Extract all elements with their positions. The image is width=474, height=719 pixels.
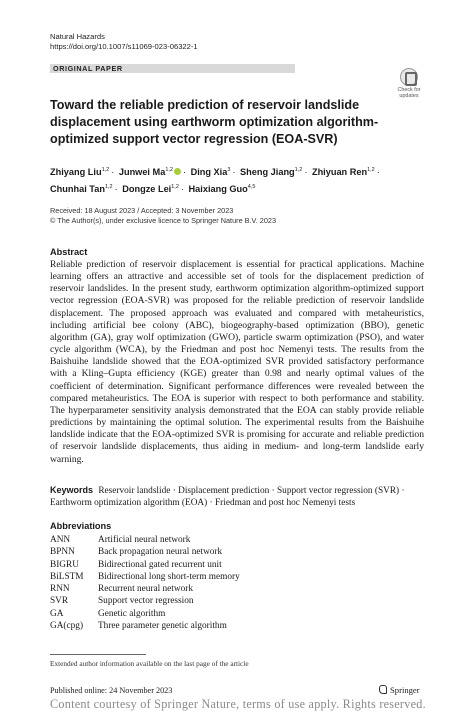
author-list: Zhiyang Liu$^{1,2}$ · Junwei Ma$^{1,2}$ · Ding Xia$^3$ · Sheng Jiang$^{1,2}$ · Zhiyuan Ren$^{1,2}$ · Chunhai Tan$^{1,2}$ · Dongze Lei$^{1,2}$ · Haixiang Guo$^{4,5}$ bbox=[50, 167, 380, 195]
orcid-icon[interactable] bbox=[174, 168, 181, 175]
copyright-notice: © The Author(s), under exclusive licence to Springer Nature B.V. 2023 bbox=[50, 216, 277, 225]
author[interactable]: Zhiyuan Ren$^{1,2}$ bbox=[311, 167, 375, 178]
keywords-section bbox=[50, 484, 424, 510]
abbreviation-row: ANN Artificial neural network bbox=[50, 535, 191, 545]
published-date: Published online: 24 November 2023 bbox=[50, 686, 173, 695]
author[interactable]: Chunhai Tan$^{1,2}$ bbox=[50, 184, 113, 195]
received-accepted: Received: 18 August 2023 / Accepted: 3 November 2023 bbox=[50, 206, 234, 215]
abbreviation-row: SVR Support vector regression bbox=[50, 596, 194, 607]
abstract-text: Reliable prediction of reservoir displacement is essential for practical applications. Machine learning offers an attractive and accessible set of tools for the displacement prediction of reservoir landslides. In the present study, earthworm optimization algorithm-optimized support vector regression (EOA-SVR) was proposed for the reliable prediction of reservoir landslide displacement. The proposed approach was evaluated and compared with metaheuristics, including artificial bee colony (ABC), biogeography-based optimization (BBO), genetic algorithm (GA), gray wolf optimization (GWO), particle swarm optimization (PSO), and water cycle algorithm (WCA), by the Friedman and post hoc Nemenyi tests. The results from the Baishuihe landslide showed that the EOA-optimized SVR provided satisfactory performance with a Kling–Gupta efficiency (KGE) greater than 0.98 and nearly optimal values of the coefficient of determination. Significant performance differences were revealed between the compared metaheuristics. The EOA is superior with respect to both performance and stability. The hyperparameter sensitivity analysis demonstrated that the EOA can stably provide reliable predictions by maintaining the optimal solution. The experimental results from the Baishuihe landslide indicate that the EOA-optimized SVR is promising for accurate and reliable prediction of reservoir landslide displacements, thus aiding in medium- and long-term landslide early warning. bbox=[50, 259, 424, 465]
publisher-name: Springer bbox=[390, 685, 420, 695]
footnote-rule bbox=[50, 654, 146, 655]
abbreviation-row: RNN Recurrent neural network bbox=[50, 584, 193, 595]
article-dates bbox=[50, 206, 276, 226]
publisher-logo bbox=[379, 685, 420, 695]
courtesy-watermark: Content courtesy of Springer Nature, terms of use apply. Rights reserved. bbox=[50, 697, 426, 711]
check-for-updates-icon bbox=[400, 68, 418, 86]
footnote-text: Extended author information available on the last page of the article bbox=[50, 659, 249, 668]
section-label: ORIGINAL PAPER bbox=[53, 64, 123, 73]
author[interactable]: Sheng Jiang$^{1,2}$ bbox=[240, 167, 303, 178]
abbreviation-row: GA(cpg) Three parameter genetic algorithm bbox=[50, 621, 227, 632]
abbreviation-row: GA Genetic algorithm bbox=[50, 608, 166, 619]
journal-name: Natural Hazards bbox=[50, 32, 105, 41]
abbreviations-heading: Abbreviations bbox=[50, 521, 112, 531]
author[interactable]: Zhiyang Liu$^{1,2}$ bbox=[50, 167, 110, 178]
doi-link[interactable]: https://doi.org/10.1007/s11069-023-06322-1 bbox=[50, 42, 198, 51]
abbreviation-row: BIGRU Bidirectional gated recurrent unit bbox=[50, 559, 222, 570]
abstract-heading: Abstract bbox=[50, 247, 88, 257]
keywords-text: Reservoir landslide · Displacement prediction · Support vector regression (SVR) · Earthworm optimization algorithm (EOA) · Friedman and post hoc Nemenyi tests bbox=[50, 486, 405, 509]
check-for-updates-label: Check for updates bbox=[397, 87, 421, 99]
author[interactable]: Ding Xia$^3$ bbox=[190, 167, 231, 178]
springer-horse-icon bbox=[379, 685, 387, 694]
abbreviation-row: BiLSTM Bidirectional long short-term memory bbox=[50, 571, 240, 582]
check-for-updates-badge[interactable] bbox=[394, 68, 424, 102]
keywords-label: Keywords bbox=[50, 485, 94, 495]
author[interactable]: Junwei Ma$^{1,2}$ bbox=[119, 167, 181, 177]
author[interactable]: Haixiang Guo$^{4,5}$ bbox=[188, 184, 256, 195]
author[interactable]: Dongze Lei$^{1,2}$ bbox=[122, 184, 179, 195]
abbreviation-row: BPNN Back propagation neural network bbox=[50, 547, 223, 558]
abbreviations-table bbox=[50, 534, 424, 632]
journal-header bbox=[50, 32, 198, 52]
section-label-bar bbox=[50, 64, 295, 73]
article-title: Toward the reliable prediction of reservoir landslide displacement using earthworm optimization algorithm-optimized support vector regression (EOA-SVR) bbox=[50, 98, 379, 146]
